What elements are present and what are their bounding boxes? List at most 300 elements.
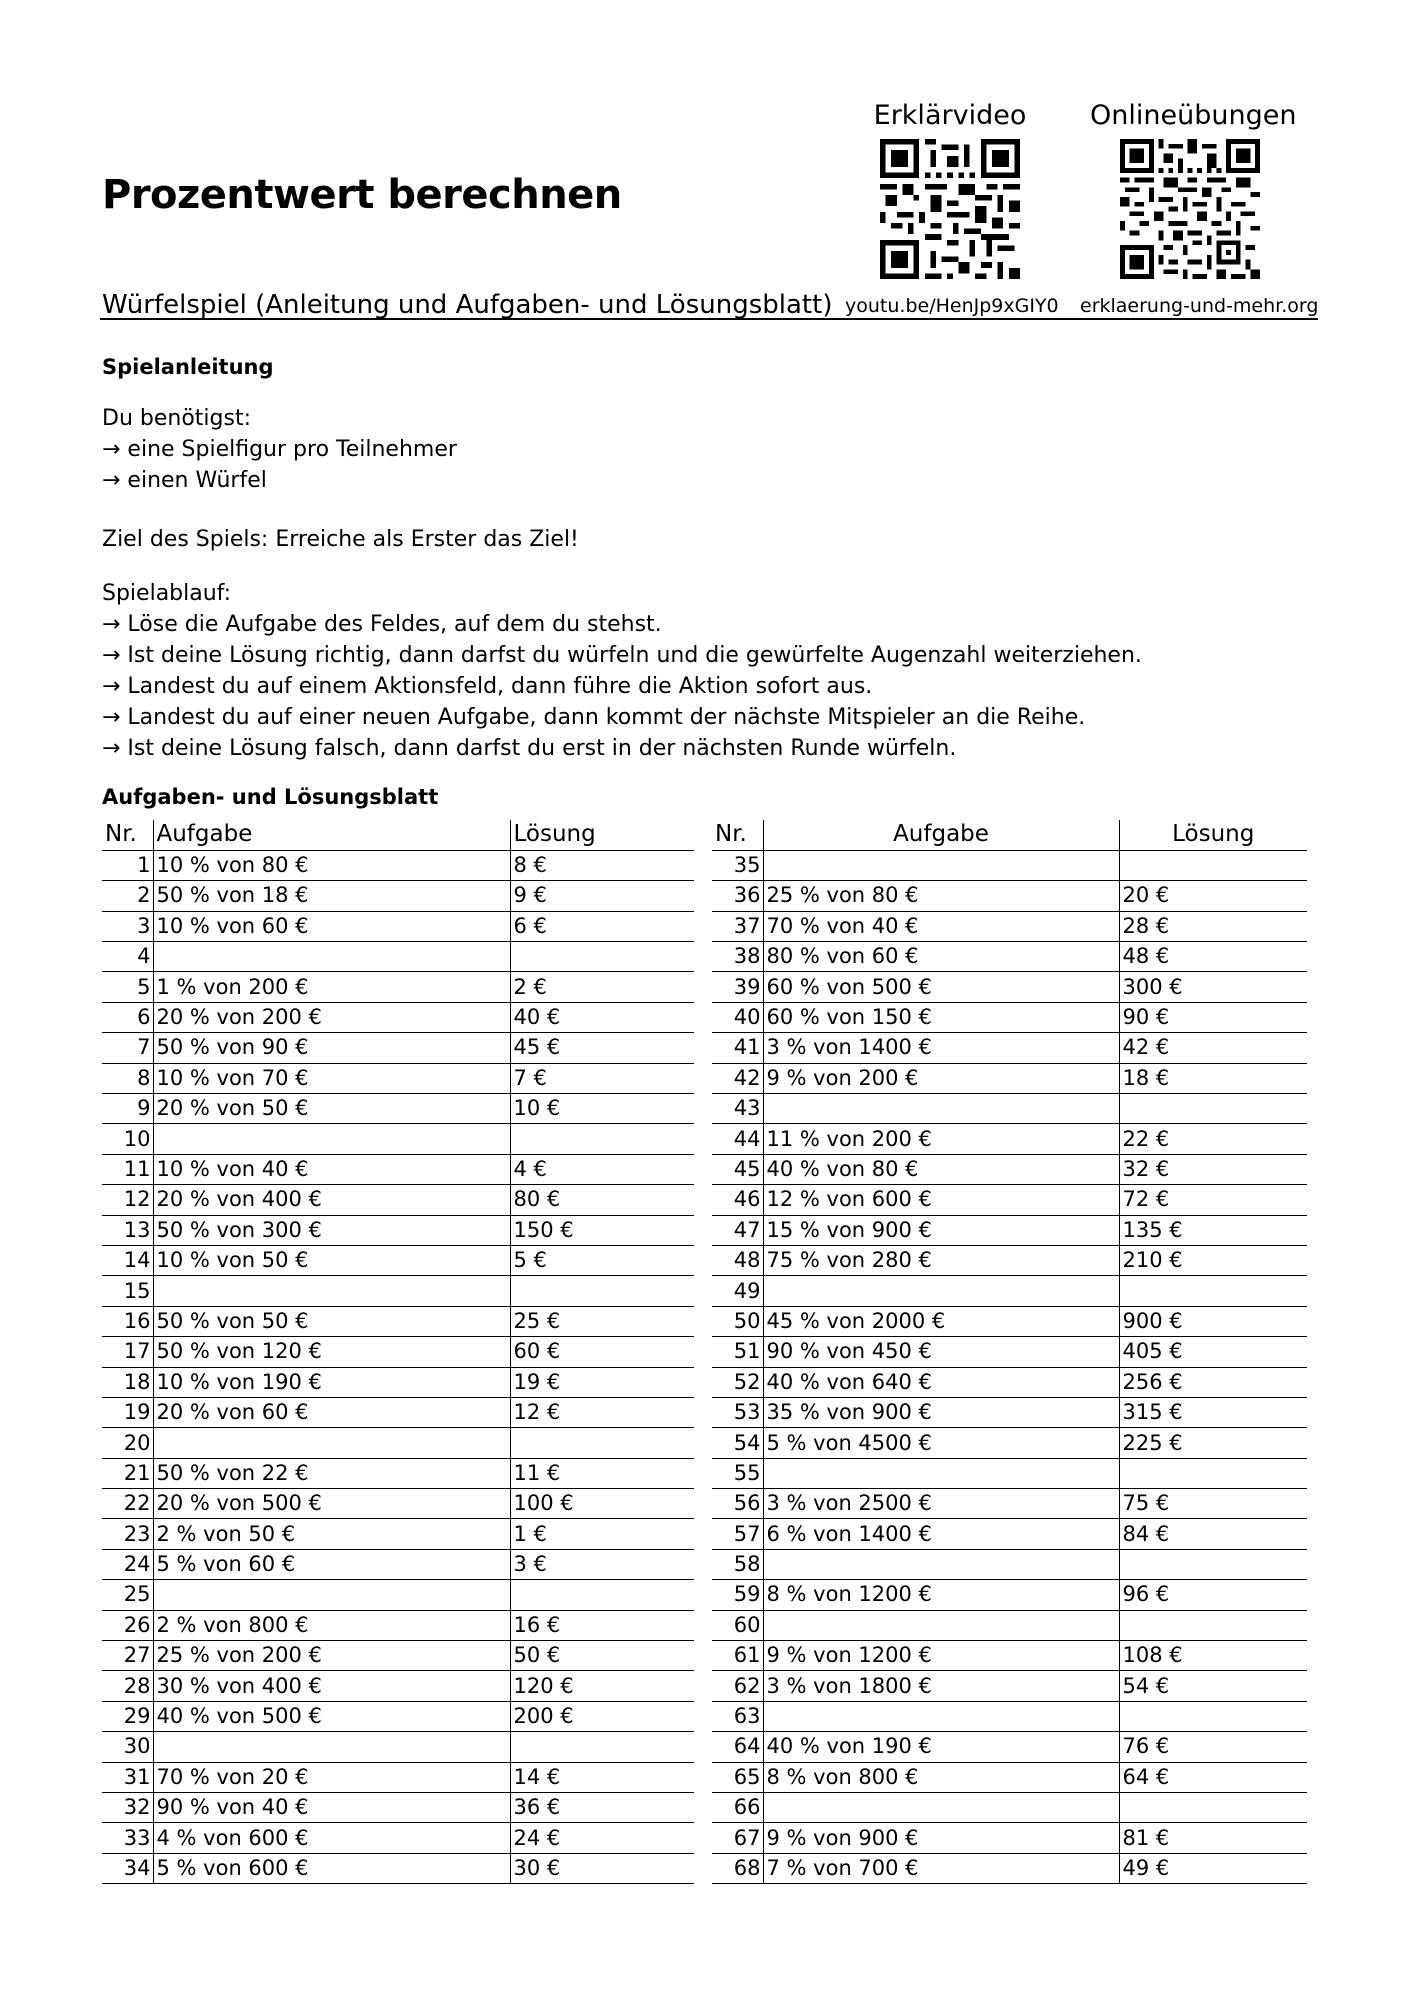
task-solution: 200 € (510, 1701, 694, 1731)
flow-section (102, 578, 1142, 764)
table-row (102, 1762, 694, 1792)
task-solution: 36 € (510, 1793, 694, 1823)
task-number: 37 (712, 911, 763, 941)
task-solution: 40 € (510, 1002, 694, 1032)
task-solution (1119, 1610, 1307, 1640)
task-number: 68 (712, 1853, 763, 1883)
table-row (102, 972, 694, 1002)
video-qr-block (850, 100, 1050, 279)
table-row (712, 1367, 1307, 1397)
task-solution: 10 € (510, 1094, 694, 1124)
task-solution: 25 € (510, 1306, 694, 1336)
table-row (712, 850, 1307, 880)
game-goal: Ziel des Spiels: Erreiche als Erster das Ziel! (102, 527, 579, 552)
table-row (712, 1762, 1307, 1792)
task-text: 10 % von 70 € (153, 1063, 510, 1093)
task-solution: 100 € (510, 1489, 694, 1519)
table-row (102, 942, 694, 972)
task-solution: 20 € (1119, 881, 1307, 911)
task-number: 28 (102, 1671, 153, 1701)
table-row (102, 1458, 694, 1488)
task-text: 5 % von 600 € (153, 1853, 510, 1883)
task-solution (510, 1428, 694, 1458)
task-text: 25 % von 200 € (153, 1641, 510, 1671)
task-text: 9 % von 900 € (763, 1823, 1119, 1853)
task-number: 10 (102, 1124, 153, 1154)
task-number: 56 (712, 1489, 763, 1519)
task-number: 19 (102, 1397, 153, 1427)
table-header-row (712, 820, 1307, 850)
task-text: 10 % von 50 € (153, 1245, 510, 1275)
task-text: 3 % von 2500 € (763, 1489, 1119, 1519)
task-text: 5 % von 4500 € (763, 1428, 1119, 1458)
task-solution: 28 € (1119, 911, 1307, 941)
table-row (712, 1337, 1307, 1367)
task-solution (510, 1580, 694, 1610)
table-row (102, 1641, 694, 1671)
column-header-task: Aufgabe (153, 820, 510, 850)
task-text: 2 % von 50 € (153, 1519, 510, 1549)
task-text: 20 % von 500 € (153, 1489, 510, 1519)
table-row (712, 1732, 1307, 1762)
table-row (712, 1124, 1307, 1154)
table-row (712, 1215, 1307, 1245)
task-solution (1119, 850, 1307, 880)
task-text: 50 % von 18 € (153, 881, 510, 911)
table-row (712, 1610, 1307, 1640)
need-item: → eine Spielfigur pro Teilnehmer (102, 437, 457, 462)
table-row (712, 1701, 1307, 1731)
task-solution: 16 € (510, 1610, 694, 1640)
task-number: 60 (712, 1610, 763, 1640)
task-number: 2 (102, 881, 153, 911)
task-solution: 96 € (1119, 1580, 1307, 1610)
task-number: 17 (102, 1337, 153, 1367)
task-number: 20 (102, 1428, 153, 1458)
table-row (712, 1245, 1307, 1275)
table-row (102, 1154, 694, 1184)
video-qr-code-icon[interactable] (880, 139, 1020, 279)
table-row (102, 1276, 694, 1306)
task-number: 44 (712, 1124, 763, 1154)
task-solution: 900 € (1119, 1306, 1307, 1336)
task-text: 5 % von 60 € (153, 1549, 510, 1579)
table-row (102, 1306, 694, 1336)
task-number: 3 (102, 911, 153, 941)
task-number: 18 (102, 1367, 153, 1397)
table-row (712, 1458, 1307, 1488)
task-solution: 5 € (510, 1245, 694, 1275)
task-number: 64 (712, 1732, 763, 1762)
column-header-nr: Nr. (712, 820, 763, 850)
table-row (712, 1641, 1307, 1671)
task-solution (510, 1732, 694, 1762)
flow-intro: Spielablauf: (102, 581, 232, 606)
table-header-row (102, 820, 694, 850)
task-solution (1119, 1094, 1307, 1124)
table-row (712, 1671, 1307, 1701)
task-number: 51 (712, 1337, 763, 1367)
task-text: 40 % von 500 € (153, 1701, 510, 1731)
header-divider (100, 318, 1318, 320)
task-solution: 9 € (510, 881, 694, 911)
task-text: 25 % von 80 € (763, 881, 1119, 911)
table-row (102, 1610, 694, 1640)
task-text: 2 % von 800 € (153, 1610, 510, 1640)
task-solution: 54 € (1119, 1671, 1307, 1701)
task-number: 45 (712, 1154, 763, 1184)
task-text (763, 1094, 1119, 1124)
task-text: 10 % von 40 € (153, 1154, 510, 1184)
task-number: 39 (712, 972, 763, 1002)
task-number: 6 (102, 1002, 153, 1032)
table-row (102, 1428, 694, 1458)
table-row (102, 1124, 694, 1154)
task-solution (510, 1124, 694, 1154)
table-row (102, 911, 694, 941)
task-solution: 22 € (1119, 1124, 1307, 1154)
task-solution: 80 € (510, 1185, 694, 1215)
task-text (153, 1580, 510, 1610)
task-number: 29 (102, 1701, 153, 1731)
task-number: 36 (712, 881, 763, 911)
task-number: 32 (102, 1793, 153, 1823)
table-row (712, 1306, 1307, 1336)
task-solution: 300 € (1119, 972, 1307, 1002)
task-solution: 75 € (1119, 1489, 1307, 1519)
task-text: 10 % von 80 € (153, 850, 510, 880)
task-text: 4 % von 600 € (153, 1823, 510, 1853)
task-number: 15 (102, 1276, 153, 1306)
task-number: 33 (102, 1823, 153, 1853)
task-text: 70 % von 20 € (153, 1762, 510, 1792)
task-text: 10 % von 60 € (153, 911, 510, 941)
table-row (102, 1245, 694, 1275)
need-section (102, 403, 457, 496)
task-number: 57 (712, 1519, 763, 1549)
table-row (712, 1853, 1307, 1883)
task-number: 58 (712, 1549, 763, 1579)
task-text: 1 % von 200 € (153, 972, 510, 1002)
task-text: 20 % von 60 € (153, 1397, 510, 1427)
task-number: 1 (102, 850, 153, 880)
task-number: 67 (712, 1823, 763, 1853)
table-row (102, 1063, 694, 1093)
table-row (102, 1580, 694, 1610)
task-text: 70 % von 40 € (763, 911, 1119, 941)
table-row (102, 1671, 694, 1701)
task-text: 50 % von 90 € (153, 1033, 510, 1063)
task-solution: 4 € (510, 1154, 694, 1184)
task-number: 14 (102, 1245, 153, 1275)
subtitle: Würfelspiel (Anleitung und Aufgaben- und Lösungsblatt) (102, 290, 833, 320)
task-number: 59 (712, 1580, 763, 1610)
task-number: 47 (712, 1215, 763, 1245)
task-number: 7 (102, 1033, 153, 1063)
task-number: 41 (712, 1033, 763, 1063)
task-text: 12 % von 600 € (763, 1185, 1119, 1215)
instructions-heading: Spielanleitung (102, 355, 274, 379)
task-text: 75 % von 280 € (763, 1245, 1119, 1275)
task-text (763, 1610, 1119, 1640)
task-solution: 64 € (1119, 1762, 1307, 1792)
table-row (102, 1853, 694, 1883)
task-text: 6 % von 1400 € (763, 1519, 1119, 1549)
flow-item: → Löse die Aufgabe des Feldes, auf dem du stehst. (102, 612, 662, 637)
need-intro: Du benötigst: (102, 406, 251, 431)
tasks-table-right (712, 820, 1307, 1884)
task-solution: 2 € (510, 972, 694, 1002)
task-solution: 19 € (510, 1367, 694, 1397)
task-text (763, 1701, 1119, 1731)
task-text (763, 1276, 1119, 1306)
task-solution: 48 € (1119, 942, 1307, 972)
task-text: 80 % von 60 € (763, 942, 1119, 972)
task-text (153, 1732, 510, 1762)
task-solution: 3 € (510, 1549, 694, 1579)
task-text: 8 % von 800 € (763, 1762, 1119, 1792)
task-solution: 84 € (1119, 1519, 1307, 1549)
task-text (153, 942, 510, 972)
table-row (712, 1397, 1307, 1427)
task-solution: 42 € (1119, 1033, 1307, 1063)
task-number: 30 (102, 1732, 153, 1762)
task-text: 11 % von 200 € (763, 1124, 1119, 1154)
task-number: 66 (712, 1793, 763, 1823)
task-number: 61 (712, 1641, 763, 1671)
task-number: 35 (712, 850, 763, 880)
task-text: 45 % von 2000 € (763, 1306, 1119, 1336)
video-link[interactable]: youtu.be/HenJp9xGIY0 (845, 295, 1059, 317)
task-solution (1119, 1549, 1307, 1579)
task-text (763, 1793, 1119, 1823)
flow-item: → Ist deine Lösung richtig, dann darfst du würfeln und die gewürfelte Augenzahl weiterziehen. (102, 643, 1142, 668)
task-text: 30 % von 400 € (153, 1671, 510, 1701)
column-header-solution: Lösung (510, 820, 694, 850)
table-row (712, 1063, 1307, 1093)
task-number: 55 (712, 1458, 763, 1488)
table-row (102, 1215, 694, 1245)
task-text: 50 % von 300 € (153, 1215, 510, 1245)
task-text: 10 % von 190 € (153, 1367, 510, 1397)
task-number: 38 (712, 942, 763, 972)
table-row (102, 1823, 694, 1853)
table-row (102, 1002, 694, 1032)
table-row (712, 1033, 1307, 1063)
task-number: 52 (712, 1367, 763, 1397)
column-header-nr: Nr. (102, 820, 153, 850)
table-row (712, 1823, 1307, 1853)
task-solution: 6 € (510, 911, 694, 941)
table-row (102, 1033, 694, 1063)
table-row (102, 1367, 694, 1397)
task-text: 20 % von 200 € (153, 1002, 510, 1032)
task-solution: 60 € (510, 1337, 694, 1367)
task-number: 27 (102, 1641, 153, 1671)
task-text: 90 % von 40 € (153, 1793, 510, 1823)
table-row (712, 911, 1307, 941)
flow-item: → Landest du auf einer neuen Aufgabe, dann kommt der nächste Mitspieler an die Reihe. (102, 705, 1086, 730)
task-solution: 7 € (510, 1063, 694, 1093)
online-qr-block (1090, 100, 1297, 279)
flow-item: → Landest du auf einem Aktionsfeld, dann führe die Aktion sofort aus. (102, 674, 873, 699)
column-header-solution: Lösung (1119, 820, 1307, 850)
table-row (102, 1519, 694, 1549)
task-text: 9 % von 200 € (763, 1063, 1119, 1093)
tasks-heading: Aufgaben- und Lösungsblatt (102, 785, 439, 809)
table-row (712, 1094, 1307, 1124)
task-number: 48 (712, 1245, 763, 1275)
task-text (153, 1428, 510, 1458)
task-number: 23 (102, 1519, 153, 1549)
task-text: 50 % von 22 € (153, 1458, 510, 1488)
table-row (712, 972, 1307, 1002)
task-text: 90 % von 450 € (763, 1337, 1119, 1367)
task-solution (510, 942, 694, 972)
page-title: Prozentwert berechnen (102, 172, 622, 218)
task-solution: 45 € (510, 1033, 694, 1063)
task-solution (1119, 1793, 1307, 1823)
task-number: 21 (102, 1458, 153, 1488)
task-number: 34 (102, 1853, 153, 1883)
task-text: 7 % von 700 € (763, 1853, 1119, 1883)
task-solution: 12 € (510, 1397, 694, 1427)
table-row (712, 1580, 1307, 1610)
task-number: 63 (712, 1701, 763, 1731)
task-solution: 8 € (510, 850, 694, 880)
task-solution: 90 € (1119, 1002, 1307, 1032)
task-number: 49 (712, 1276, 763, 1306)
task-solution: 50 € (510, 1641, 694, 1671)
task-text: 35 % von 900 € (763, 1397, 1119, 1427)
table-row (712, 1276, 1307, 1306)
table-row (712, 1002, 1307, 1032)
task-solution (1119, 1701, 1307, 1731)
task-number: 53 (712, 1397, 763, 1427)
task-text: 3 % von 1400 € (763, 1033, 1119, 1063)
task-text: 50 % von 120 € (153, 1337, 510, 1367)
table-row (712, 942, 1307, 972)
table-row (712, 1154, 1307, 1184)
task-number: 4 (102, 942, 153, 972)
table-row (712, 1519, 1307, 1549)
task-solution: 315 € (1119, 1397, 1307, 1427)
task-text: 20 % von 400 € (153, 1185, 510, 1215)
task-solution: 14 € (510, 1762, 694, 1792)
need-item: → einen Würfel (102, 468, 267, 493)
task-number: 65 (712, 1762, 763, 1792)
task-number: 5 (102, 972, 153, 1002)
online-qr-code-icon[interactable] (1120, 139, 1260, 279)
task-solution: 135 € (1119, 1215, 1307, 1245)
task-solution: 49 € (1119, 1853, 1307, 1883)
task-number: 25 (102, 1580, 153, 1610)
task-number: 42 (712, 1063, 763, 1093)
table-row (712, 1489, 1307, 1519)
task-text: 50 % von 50 € (153, 1306, 510, 1336)
table-row (102, 1732, 694, 1762)
video-qr-label: Erklärvideo (873, 100, 1027, 131)
task-text (153, 1276, 510, 1306)
tasks-table-left (102, 820, 694, 1884)
task-solution: 81 € (1119, 1823, 1307, 1853)
task-number: 12 (102, 1185, 153, 1215)
table-row (102, 1397, 694, 1427)
task-solution: 210 € (1119, 1245, 1307, 1275)
task-text: 8 % von 1200 € (763, 1580, 1119, 1610)
task-solution: 24 € (510, 1823, 694, 1853)
column-header-task: Aufgabe (763, 820, 1119, 850)
task-text: 40 % von 190 € (763, 1732, 1119, 1762)
table-row (102, 1489, 694, 1519)
task-solution: 11 € (510, 1458, 694, 1488)
task-solution: 1 € (510, 1519, 694, 1549)
task-solution: 120 € (510, 1671, 694, 1701)
task-text (153, 1124, 510, 1154)
table-row (102, 1094, 694, 1124)
table-row (102, 850, 694, 880)
table-row (712, 1428, 1307, 1458)
task-text: 60 % von 150 € (763, 1002, 1119, 1032)
task-solution: 30 € (510, 1853, 694, 1883)
task-solution: 225 € (1119, 1428, 1307, 1458)
task-solution (1119, 1458, 1307, 1488)
task-text: 15 % von 900 € (763, 1215, 1119, 1245)
table-row (712, 1793, 1307, 1823)
task-number: 24 (102, 1549, 153, 1579)
task-number: 50 (712, 1306, 763, 1336)
task-solution: 405 € (1119, 1337, 1307, 1367)
task-solution: 256 € (1119, 1367, 1307, 1397)
task-text (763, 1549, 1119, 1579)
table-row (102, 1337, 694, 1367)
task-solution: 72 € (1119, 1185, 1307, 1215)
task-solution: 18 € (1119, 1063, 1307, 1093)
table-row (712, 1549, 1307, 1579)
table-row (102, 881, 694, 911)
task-solution (1119, 1276, 1307, 1306)
flow-item: → Ist deine Lösung falsch, dann darfst du erst in der nächsten Runde würfeln. (102, 736, 957, 761)
table-row (102, 1185, 694, 1215)
table-row (712, 1185, 1307, 1215)
task-text: 40 % von 640 € (763, 1367, 1119, 1397)
task-number: 43 (712, 1094, 763, 1124)
task-number: 8 (102, 1063, 153, 1093)
task-text (763, 850, 1119, 880)
task-solution (510, 1276, 694, 1306)
task-number: 62 (712, 1671, 763, 1701)
task-text: 40 % von 80 € (763, 1154, 1119, 1184)
table-row (102, 1793, 694, 1823)
table-row (102, 1549, 694, 1579)
task-solution: 32 € (1119, 1154, 1307, 1184)
task-number: 26 (102, 1610, 153, 1640)
task-text: 60 % von 500 € (763, 972, 1119, 1002)
task-number: 16 (102, 1306, 153, 1336)
task-text: 3 % von 1800 € (763, 1671, 1119, 1701)
task-number: 46 (712, 1185, 763, 1215)
task-number: 31 (102, 1762, 153, 1792)
task-text: 20 % von 50 € (153, 1094, 510, 1124)
online-link[interactable]: erklaerung-und-mehr.org (1080, 295, 1319, 317)
table-row (102, 1701, 694, 1731)
task-number: 13 (102, 1215, 153, 1245)
task-text (763, 1458, 1119, 1488)
task-number: 11 (102, 1154, 153, 1184)
task-number: 9 (102, 1094, 153, 1124)
task-solution: 108 € (1119, 1641, 1307, 1671)
task-number: 40 (712, 1002, 763, 1032)
